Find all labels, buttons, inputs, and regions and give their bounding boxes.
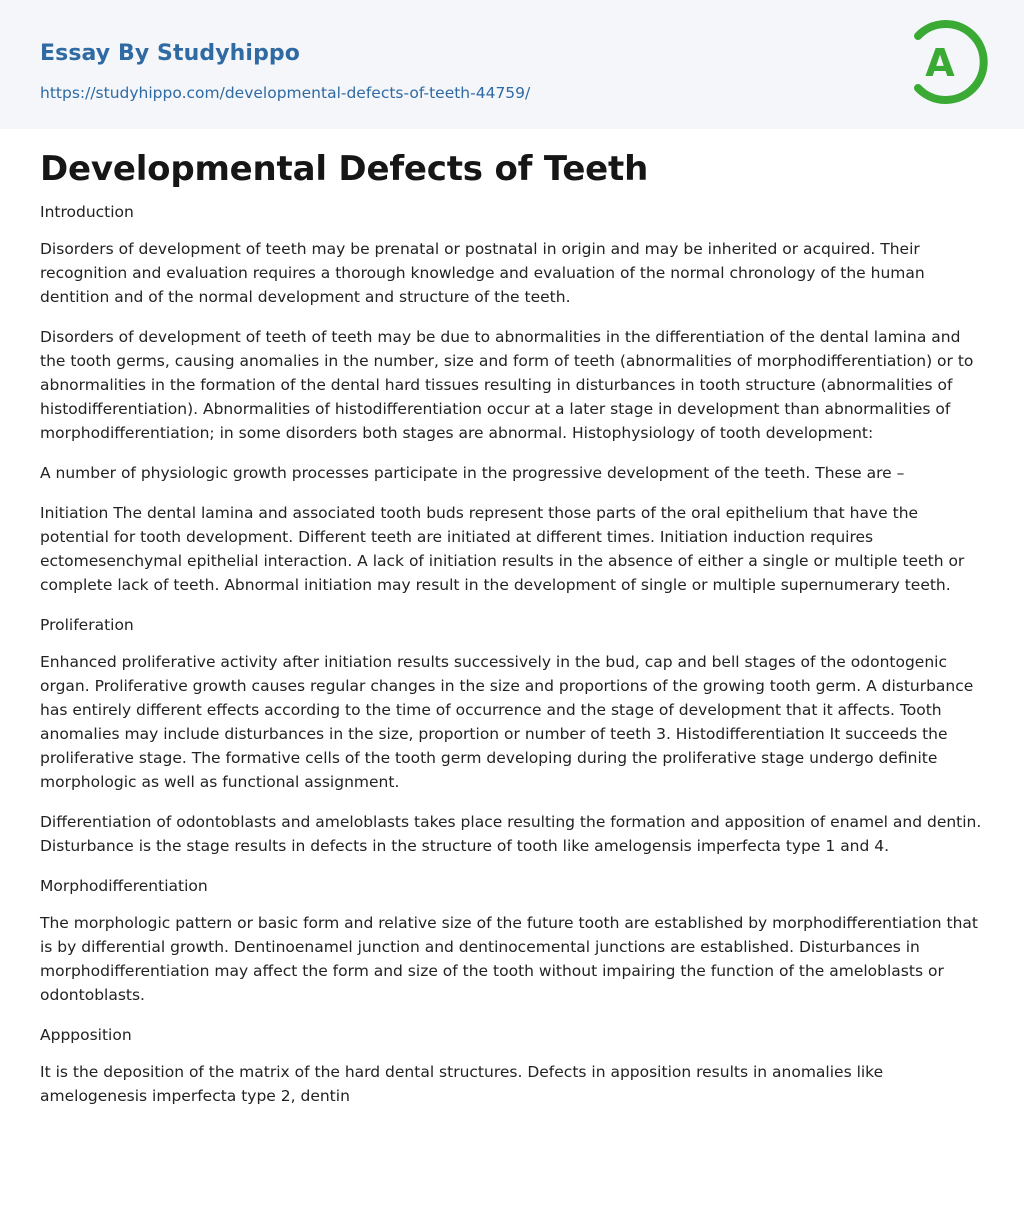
paragraph: Differentiation of odontoblasts and ameloblasts takes place resulting the formation and apposition of enamel and dentin. Disturbance is the stage results in defects in the structure of tooth like amelogensis imperfecta type 1 and 4. bbox=[40, 813, 982, 855]
section-heading-proliferation: Proliferation bbox=[40, 616, 134, 634]
paragraph: Enhanced proliferative activity after initiation results successively in the bud, cap and bell stages of the odontogenic organ. Proliferative growth causes regular changes in the size and proportions of the growing tooth germ. A disturbance has entirely different effects according to the time of occurrence and the stage of development that it affects. Tooth anomalies may include disturbances in the size, proportion or number of teeth 3. Histodifferentiation It succeeds the proliferative stage. The formative cells of the tooth germ developing during the proliferative stage undergo definite morphologic as well as functional assignment. bbox=[40, 653, 974, 791]
article-content bbox=[0, 129, 1024, 1108]
paragraph: It is the deposition of the matrix of the hard dental structures. Defects in apposition results in anomalies like amelogenesis imperfecta type 2, dentin bbox=[40, 1063, 884, 1105]
paragraph: Initiation The dental lamina and associated tooth buds represent those parts of the oral epithelium that have the potential for tooth development. Different teeth are initiated at different times. Initiation induction requires ectomesenchymal epithelial interaction. A lack of initiation results in the absence of either a single or multiple teeth or complete lack of teeth. Abnormal initiation may result in the development of single or multiple supernumerary teeth. bbox=[40, 504, 965, 594]
section-heading-introduction: Introduction bbox=[40, 203, 134, 221]
page-url-link[interactable]: https://studyhippo.com/developmental-defects-of-teeth-44759/ bbox=[40, 84, 531, 102]
paragraph: Disorders of development of teeth may be prenatal or postnatal in origin and may be inherited or acquired. Their recognition and evaluation requires a thorough knowledge and evaluation of the normal chronology of the human dentition and of the normal development and structure of the teeth. bbox=[40, 240, 925, 306]
site-header bbox=[0, 0, 1024, 129]
paragraph: The morphologic pattern or basic form and relative size of the future tooth are established by morphodifferentiation that is by differential growth. Dentinoenamel junction and dentinocemental junctions are established. Disturbances in morphodifferentiation may affect the form and size of the tooth without impairing the function of the ameloblasts or odontoblasts. bbox=[40, 914, 978, 1004]
article-title: Developmental Defects of Teeth bbox=[40, 149, 649, 189]
paragraph: A number of physiologic growth processes participate in the progressive development of the teeth. These are – bbox=[40, 464, 905, 482]
brand-title[interactable]: Essay By Studyhippo bbox=[40, 41, 300, 66]
studyhippo-logo-icon[interactable] bbox=[910, 18, 988, 106]
section-heading-apposition: Appposition bbox=[40, 1026, 132, 1044]
section-heading-morphodifferentiation: Morphodifferentiation bbox=[40, 877, 208, 895]
logo-letter: A bbox=[925, 41, 955, 85]
paragraph: Disorders of development of teeth of teeth may be due to abnormalities in the differentiation of the dental lamina and the tooth germs, causing anomalies in the number, size and form of teeth (abnormalities of morphodifferentiation) or to abnormalities in the formation of the dental hard tissues resulting in disturbances in tooth structure (abnormalities of histodifferentiation). Abnormalities of histodifferentiation occur at a later stage in development than abnormalities of morphodifferentiation; in some disorders both stages are abnormal. Histophysiology of tooth development: bbox=[40, 328, 974, 442]
